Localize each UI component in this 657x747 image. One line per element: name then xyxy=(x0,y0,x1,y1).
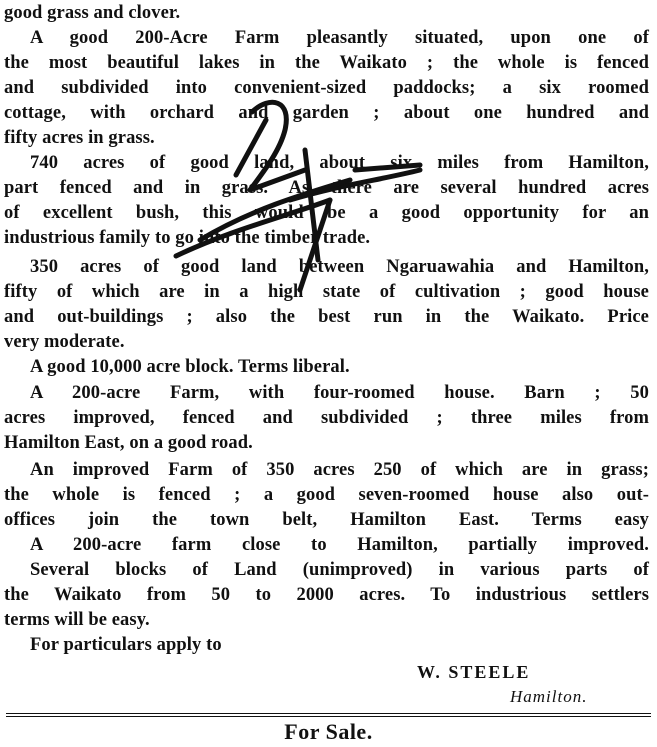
signature-name: W. STEELE xyxy=(417,662,531,682)
ad-line-17: acres improved, fenced and subdivided ; three miles from xyxy=(4,408,649,428)
ad-line-13: and out-buildings ; also the best run in the Waikato. Price xyxy=(4,307,649,327)
ad-line-12: fifty of which are in a high state of cultivation ; good house xyxy=(4,282,649,302)
ad-line-26: For particulars apply to xyxy=(30,635,222,655)
ad-line-24: the Waikato from 50 to 2000 acres. To industrious settlers xyxy=(4,585,649,605)
for-sale-heading: For Sale. xyxy=(284,719,373,744)
ad-line-23: Several blocks of Land (unimproved) in various parts of xyxy=(30,560,649,580)
ad-line-10: industrious family to go into the timber trade. xyxy=(4,228,371,248)
ad-line-7: 740 acres of good land, about six miles from Hamilton, xyxy=(30,153,649,173)
ad-line-15: A good 10,000 acre block. Terms liberal. xyxy=(30,357,350,377)
ad-line-1: good grass and clover. xyxy=(4,3,181,23)
signature-place: Hamilton. xyxy=(510,687,588,706)
ad-line-25: terms will be easy. xyxy=(4,610,150,630)
ad-line-20: the whole is fenced ; a good seven-roomed house also out- xyxy=(4,485,649,505)
ad-line-6: fifty acres in grass. xyxy=(4,128,155,148)
divider-rule-top xyxy=(6,713,651,714)
divider-rule-bottom xyxy=(6,716,651,717)
ad-line-22: A 200-acre farm close to Hamilton, partially improved. xyxy=(30,535,649,555)
ad-line-21: offices join the town belt, Hamilton East. Terms easy xyxy=(4,510,649,530)
ad-line-3: the most beautiful lakes in the Waikato ; the whole is fenced xyxy=(4,53,649,73)
ad-line-18: Hamilton East, on a good road. xyxy=(4,433,253,453)
ad-line-19: An improved Farm of 350 acres 250 of which are in grass; xyxy=(30,460,649,480)
ad-line-9: of excellent bush, this would be a good opportunity for an xyxy=(4,203,649,223)
ad-line-2: A good 200-Acre Farm pleasantly situated, upon one of xyxy=(30,28,649,48)
ad-line-11: 350 acres of good land between Ngaruawahia and Hamilton, xyxy=(30,257,649,277)
ad-line-4: and subdivided into convenient-sized paddocks; a six roomed xyxy=(4,78,649,98)
ad-line-14: very moderate. xyxy=(4,332,125,352)
ad-line-8: part fenced and in grass. As there are several hundred acres xyxy=(4,178,649,198)
ad-line-5: cottage, with orchard and garden ; about one hundred and xyxy=(4,103,649,123)
ad-line-16: A 200-acre Farm, with four-roomed house. Barn ; 50 xyxy=(30,383,649,403)
